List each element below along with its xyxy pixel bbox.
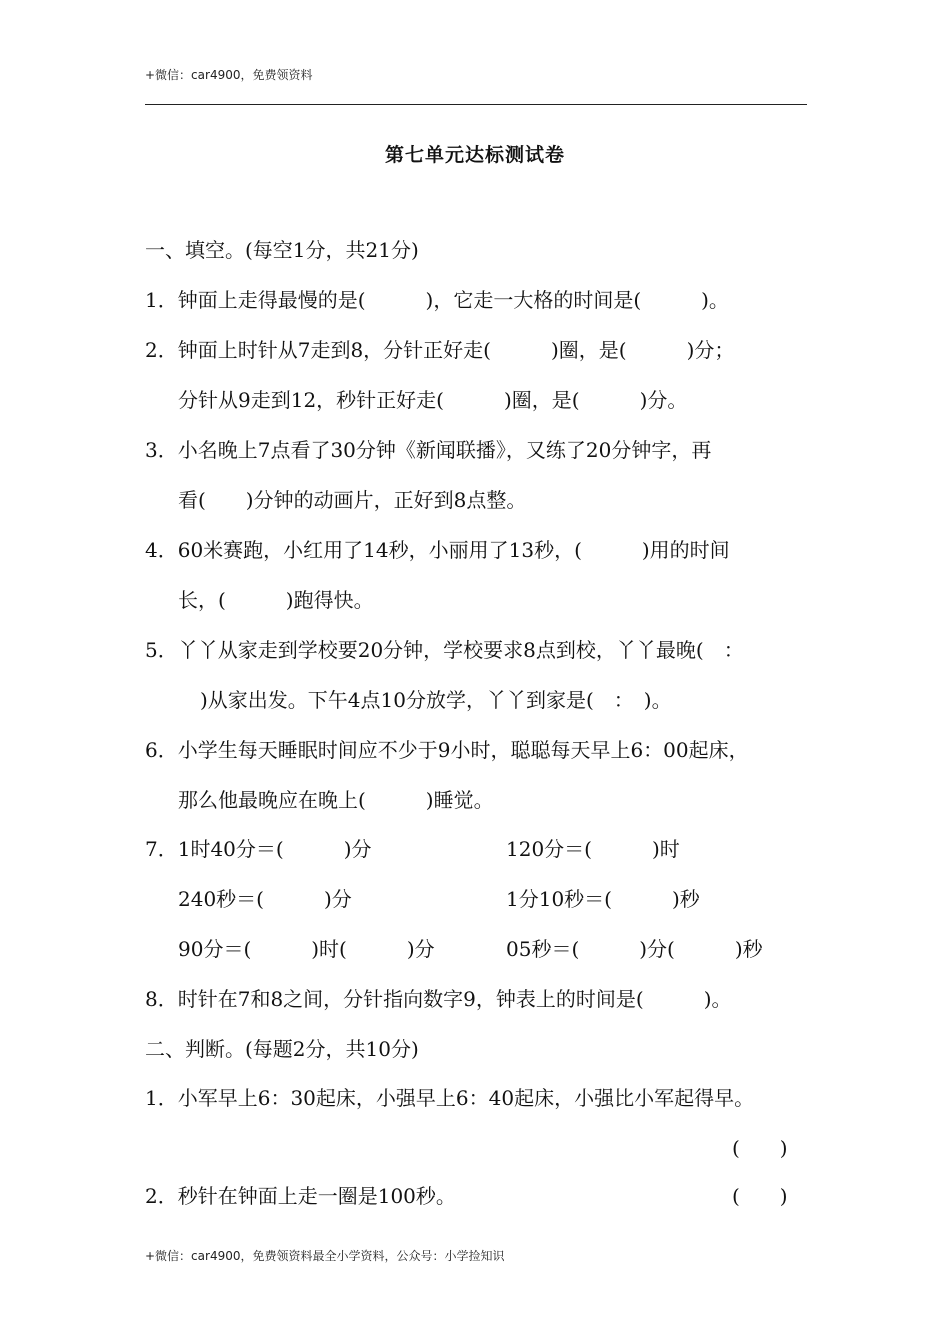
judge-answer-bracket-1: ( )	[732, 1136, 788, 1160]
question-7-item-2: 120分＝( )时	[506, 837, 680, 861]
question-7-item-5: 90分＝( )时( )分	[178, 937, 435, 961]
question-4-line-1: 4．60米赛跑，小红用了14秒，小丽用了13秒，( )用的时间	[145, 538, 730, 562]
footer-note: +微信：car4900，免费领资料最全小学资料，公众号：小学捡知识	[145, 1249, 505, 1263]
header-note: +微信：car4900，免费领资料	[145, 68, 313, 82]
question-4-line-2: 长，( )跑得快。	[178, 588, 374, 612]
question-8: 8．时针在7和8之间，分针指向数字9，钟表上的时间是( )。	[145, 987, 732, 1011]
question-6-line-2: 那么他最晚应在晚上( )睡觉。	[178, 788, 494, 812]
question-5-line-1: 5．丫丫从家走到学校要20分钟，学校要求8点到校，丫丫最晚( ：	[145, 638, 744, 662]
judge-question-2: 2．秒针在钟面上走一圈是100秒。	[145, 1184, 456, 1208]
question-7-item-6: 05秒＝( )分( )秒	[506, 937, 763, 961]
header-divider	[145, 104, 807, 105]
question-3-line-1: 3．小名晚上7点看了30分钟《新闻联播》，又练了20分钟字，再	[145, 438, 712, 462]
question-7-item-4: 1分10秒＝( )秒	[506, 887, 700, 911]
judge-answer-bracket-2: ( )	[732, 1184, 788, 1208]
question-7-item-3: 240秒＝( )分	[178, 887, 352, 911]
question-3-line-2: 看( )分钟的动画片，正好到8点整。	[178, 488, 527, 512]
question-2-line-2: 分针从9走到12，秒针正好走( )圈，是( )分。	[178, 388, 688, 412]
judge-question-1: 1．小军早上6：30起床，小强早上6：40起床，小强比小军起得早。	[145, 1086, 755, 1110]
page-title: 第七单元达标测试卷	[384, 144, 565, 166]
question-6-line-1: 6．小学生每天睡眠时间应不少于9小时，聪聪每天早上6：00起床，	[145, 738, 749, 762]
question-1: 1．钟面上走得最慢的是( )，它走一大格的时间是( )。	[145, 288, 729, 312]
section2-heading: 二、判断。(每题2分，共10分)	[145, 1037, 419, 1061]
section1-heading: 一、填空。(每空1分，共21分)	[145, 238, 419, 262]
question-2-line-1: 2．钟面上时针从7走到8，分针正好走( )圈，是( )分；	[145, 338, 735, 362]
question-7-item-1: 7．1时40分＝( )分	[145, 837, 372, 861]
question-5-line-2: )从家出发。下午4点10分放学，丫丫到家是( ： )。	[200, 688, 672, 712]
